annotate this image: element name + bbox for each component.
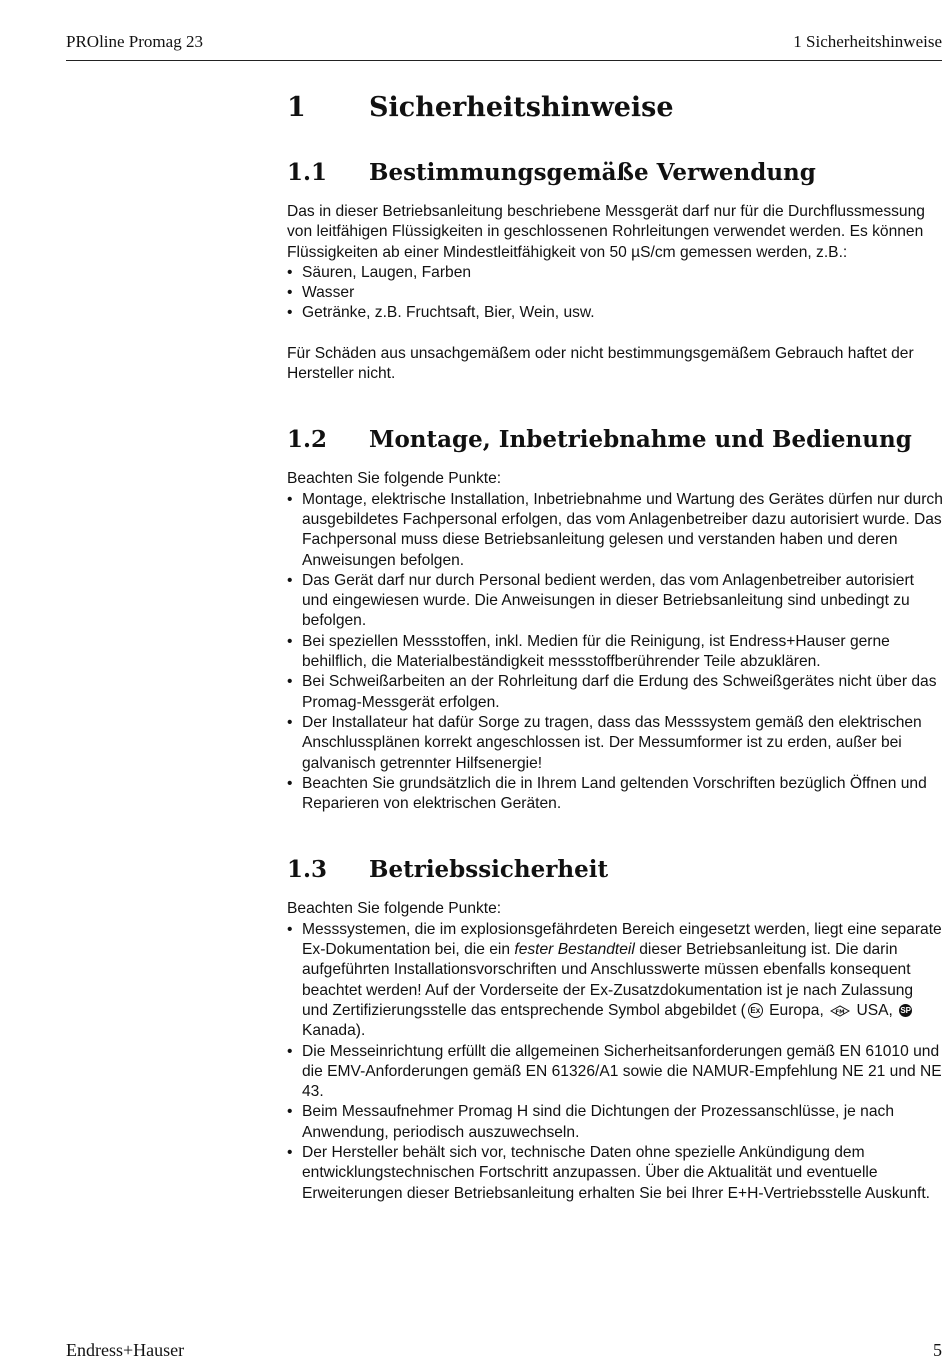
text: Messsystemen, die im explosionsgefährdeten Bereich eingesetzt werden, liegt eine separate Ex-Dokumentation bei, die ein [302, 920, 942, 959]
bullet-list [287, 263, 943, 324]
list-item: • Beim Messaufnehmer Promag H sind die Dichtungen der Prozessanschlüsse, je nach Anwendung, periodisch auszuwechseln. [287, 1102, 943, 1143]
list-item: • Beachten Sie grundsätzlich die in Ihrem Land geltenden Vorschriften bezüglich Öffnen und Reparieren von elektrischen Geräten. [287, 774, 943, 815]
paragraph: Das in dieser Betriebsanleitung beschriebene Messgerät darf nur für die Durchflussmessung von leitfähigen Flüssigkeiten in geschlossenen Rohrleitungen verwendet werden. Es können Flüssigkeiten ab einer Mindestleitfähigkeit von 50 µS/cm gemessen werden, z.B.: [287, 203, 925, 261]
list-item: • Das Gerät darf nur durch Personal bedient werden, das vom Anlagenbetreiber autorisiert und eingewiesen wurde. Die Anweisungen in dieser Betriebsanleitung sind unbedingt zu befolgen. [287, 571, 943, 632]
list-item: • Bei speziellen Messstoffen, inkl. Medien für die Reinigung, ist Endress+Hauser gerne behilflich, die Materialbeständigkeit messstoffberührender Teile abzuklären. [287, 632, 943, 673]
chapter-heading [287, 92, 943, 123]
bullet-list [287, 490, 943, 815]
section-heading-1-3 [287, 856, 943, 883]
text: Europa, [764, 1001, 829, 1019]
chapter-title: Sicherheitshinweise [369, 92, 674, 123]
text: dieser Betriebsanleitung ist. Die darin aufgeführten Installationsvorschriften und Anschlusswerte müssen ebenfalls konsequent beachtet werden! Auf der Vorderseite der Ex-Zusatzdokumentation ist je nach Zulassung und Zertifizierungsstelle das entsprechende Symbol abgebildet ( [302, 941, 914, 1019]
page-header [66, 30, 942, 61]
list-item: • Wasser [287, 283, 943, 303]
chapter-number: 1 [287, 92, 306, 123]
list-item: • Die Messeinrichtung erfüllt die allgemeinen Sicherheitsanforderungen gemäß EN 61010 und die EMV-Anforderungen gemäß EN 61326/A1 sowie die NAMUR-Empfehlung NE 21 und NE 43. [287, 1042, 943, 1103]
csa-symbol-icon: SP [900, 1006, 911, 1016]
list-item: • Säuren, Laugen, Farben [287, 263, 943, 283]
ex-symbol-icon: Ex [748, 1003, 763, 1018]
section-number: 1.2 [287, 426, 328, 454]
fm-symbol-label: FM [835, 1009, 845, 1016]
text: USA, [852, 1001, 898, 1019]
list-item: • Der Installateur hat dafür Sorge zu tragen, dass das Messsystem gemäß den elektrischen Anschlussplänen korrekt angeschlossen ist. Der Messumformer ist zu erden, außer bei galvanisch getrennter Hilfsenergie! [287, 713, 943, 774]
list-item: • Getränke, z.B. Fruchtsaft, Bier, Wein, usw. [287, 303, 943, 323]
section-number: 1.3 [287, 856, 328, 884]
header-document-title: PROline Promag 23 [66, 32, 203, 51]
list-item: • Montage, elektrische Installation, Inbetriebnahme und Wartung des Gerätes dürfen nur durch ausgebildetes Fachpersonal erfolgen, das vom Anlagenbetreiber dazu autorisiert wurde. Das Fachpersonal muss diese Betriebsanleitung gelesen und verstanden haben und deren Anweisungen befolgen. [287, 490, 943, 571]
header-chapter-title: 1 Sicherheitshinweise [793, 32, 942, 51]
section-title: Montage, Inbetriebnahme und Bedienung [369, 426, 912, 454]
section-heading-1-2 [287, 426, 943, 453]
page-number: 5 [933, 1340, 942, 1360]
section-title: Bestimmungsgemäße Verwendung [369, 159, 816, 186]
footer-brand: Endress+Hauser [66, 1340, 185, 1360]
paragraph: Für Schäden aus unsachgemäßem oder nicht bestimmungsgemäßem Gebrauch haftet der Hersteller nicht. [287, 344, 914, 383]
list-item [287, 920, 943, 1042]
bullet-list [287, 920, 943, 1204]
paragraph: Beachten Sie folgende Punkte: [287, 470, 502, 488]
main-content [287, 92, 943, 1204]
fm-symbol-icon [830, 1005, 850, 1017]
section-number: 1.1 [287, 159, 328, 186]
section-heading-1-1 [287, 159, 943, 186]
list-item: • Der Hersteller behält sich vor, technische Daten ohne spezielle Ankündigung dem entwicklungstechnischen Fortschritt anzupassen. Über die Aktualität und eventuelle Erweiterungen dieser Betriebsanleitung erhalten Sie bei Ihrer E+H-Vertriebsstelle Auskunft. [287, 1143, 943, 1204]
text: Kanada). [302, 1022, 366, 1040]
list-item: • Bei Schweißarbeiten an der Rohrleitung darf die Erdung des Schweißgerätes nicht über das Promag-Messgerät erfolgen. [287, 672, 943, 713]
emphasis: fester Bestandteil [514, 941, 635, 959]
section-title: Betriebssicherheit [369, 856, 609, 884]
paragraph: Beachten Sie folgende Punkte: [287, 900, 502, 918]
